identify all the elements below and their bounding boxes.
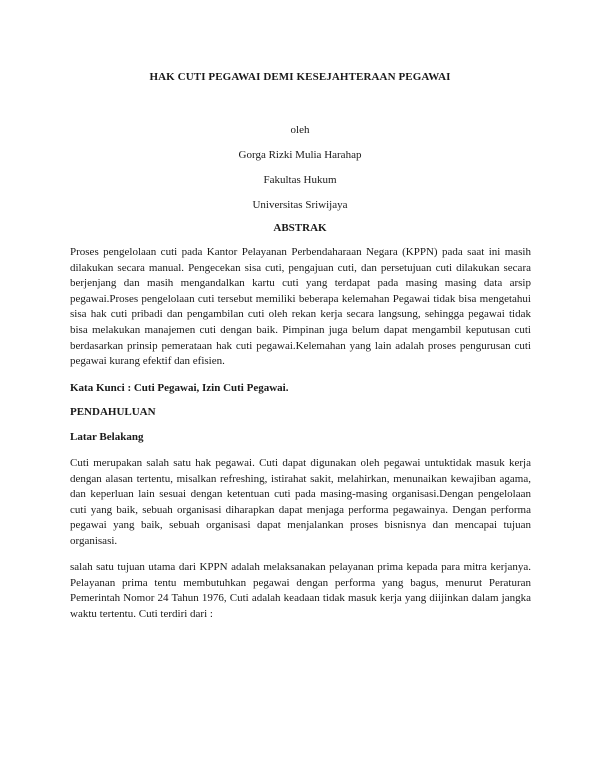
section-heading-introduction: PENDAHULUAN (70, 406, 156, 418)
body-paragraph-2: salah satu tujuan utama dari KPPN adalah melaksanakan pelayanan prima kepada para mitra kerjanya. Pelayanan prima tentu membutuhkan pegawai dengan performa yang bagus, menurut Peraturan Pemerintah Nomor 24 Tahun 1976, Cuti adalah keadaan tidak masuk kerja yang diijinkan dalam jangka waktu tertentu. Cuti terdiri dari : (70, 561, 531, 620)
university-name: Universitas Sriwijaya (252, 199, 348, 211)
faculty-name: Fakultas Hukum (263, 174, 337, 186)
abstract-heading: ABSTRAK (273, 222, 327, 234)
author-name: Gorga Rizki Mulia Harahap (238, 149, 362, 161)
paper-title: HAK CUTI PEGAWAI DEMI KESEJAHTERAAN PEGAWAI (149, 71, 451, 83)
abstract-text: Proses pengelolaan cuti pada Kantor Pelayanan Perbendaharaan Negara (KPPN) pada saat ini masih dilakukan secara manual. Pengecekan sisa cuti, pengajuan cuti, dan persetujuan cuti dilakukan secara berjenjang dan masih mengandalkan kartu cuti yang terdapat pada masing masing data arsip pegawai.Proses pengelolaan cuti tersebut memiliki beberapa kelemahan Pegawai tidak bisa mengetahui sisa hak cuti pribadi dan pengambilan cuti oleh rekan kerja secara langsung, sehingga pegawai tidak bisa melakukan manajemen cuti dengan baik. Pimpinan juga belum dapat mengambil keputusan cuti berdasarkan prinsip pemerataan hak cuti pegawai.Kelemahan yang lain adalah proses pengurusan cuti pegawai kurang efektif dan efisien. (70, 246, 531, 368)
subsection-heading-background: Latar Belakang (70, 431, 144, 443)
keywords-line: Kata Kunci : Cuti Pegawai, Izin Cuti Pegawai. (70, 382, 289, 394)
body-paragraph-1: Cuti merupakan salah satu hak pegawai. Cuti dapat digunakan oleh pegawai untuktidak masuk kerja dengan alasan tertentu, misalkan refreshing, istirahat sakit, melahirkan, menunaikan kewajiban agama, dan keperluan lain sesuai dengan ketentuan cuti pada masing-masing organisasi.Dengan pengelolaan cuti yang baik, sebuah organisasi diharapkan dapat menjaga performa pegawainya. Dengan performa pegawai yang baik, sebuah organisasi dapat menjalankan proses bisnisnya dan mencapai tujuan organisasi. (70, 457, 531, 547)
by-label: oleh (290, 124, 310, 136)
